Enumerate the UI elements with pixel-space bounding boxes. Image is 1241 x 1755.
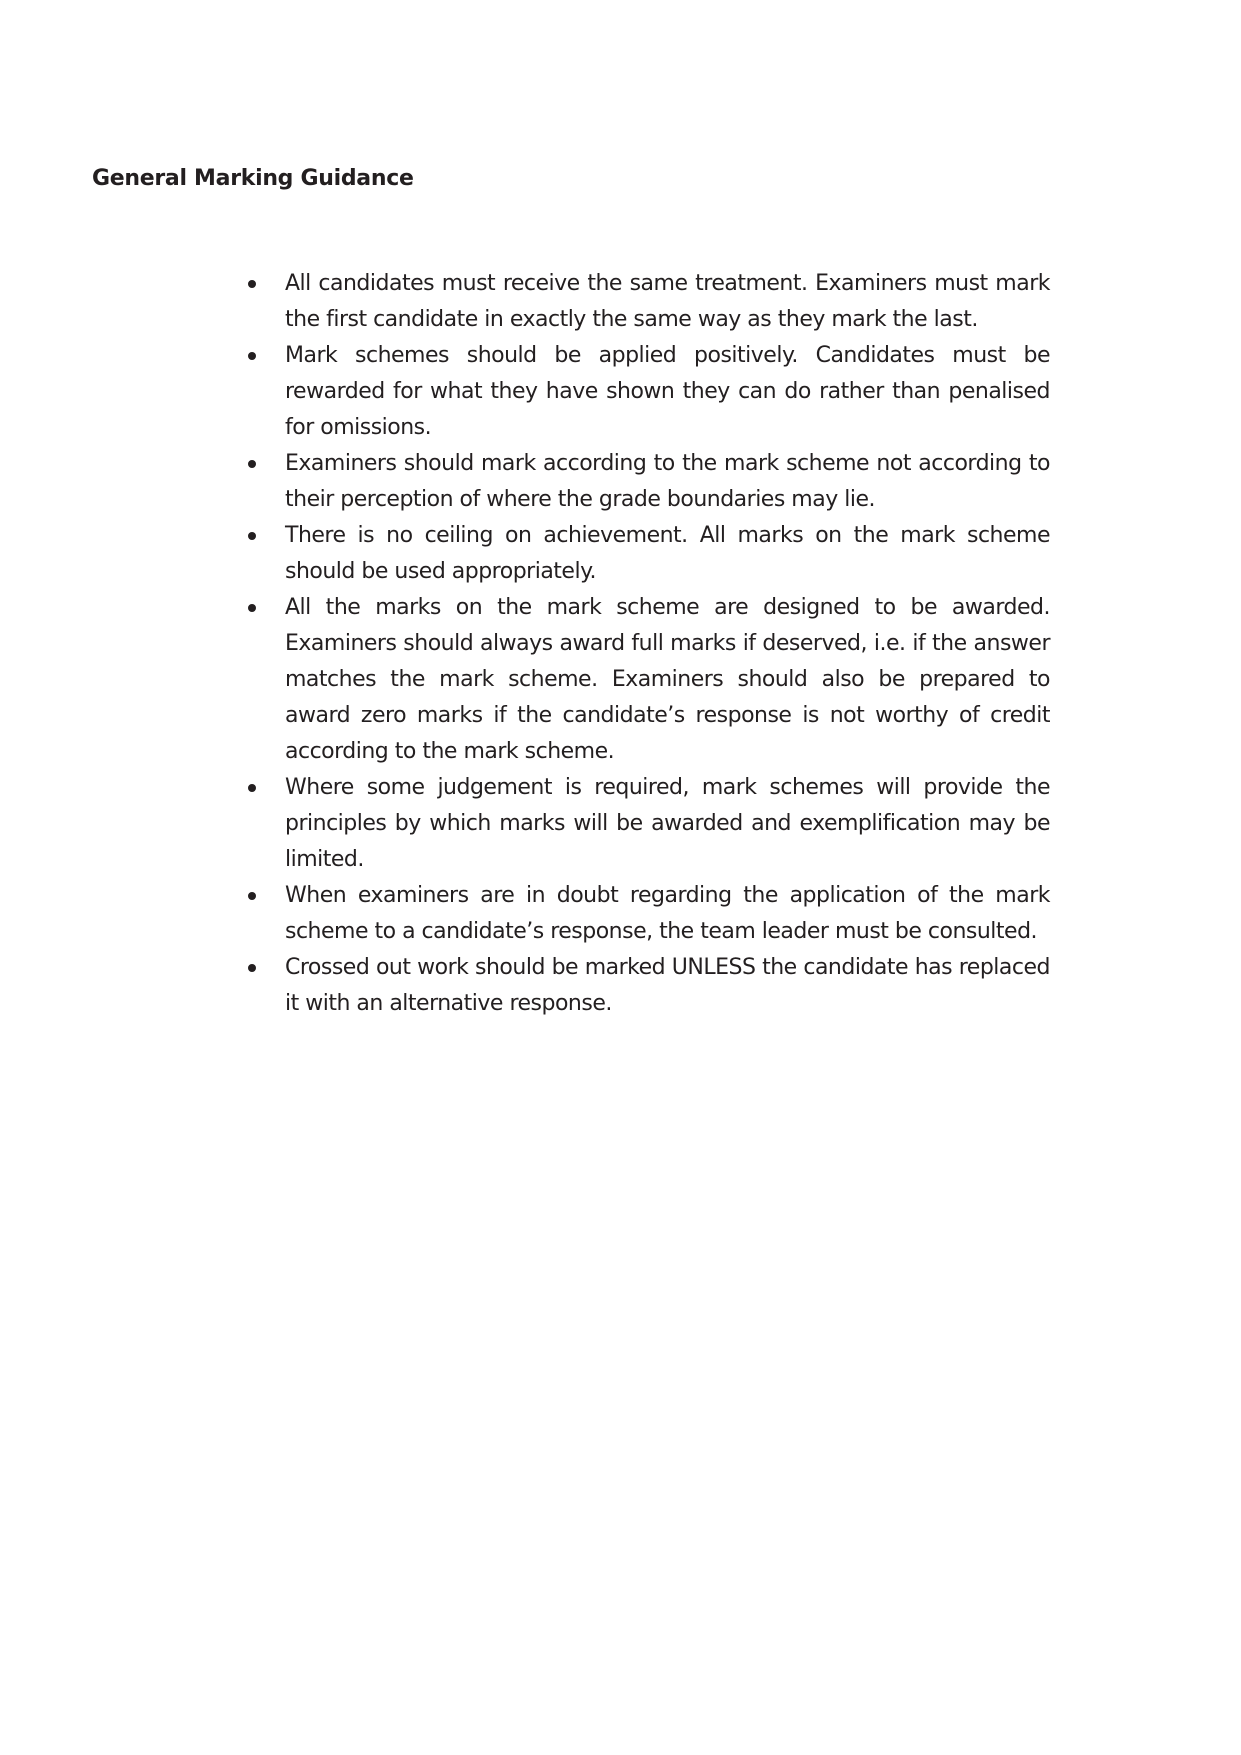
bullet-icon xyxy=(248,964,256,972)
list-item-text: All the marks on the mark scheme are designed to be awarded. Examiners should always award full marks if deserved, i.e. if the answer matches the mark scheme. Examiners should also be prepared to award zero marks if the candidate’s response is not worthy of credit according to the mark scheme. xyxy=(285,595,1050,764)
bullet-icon xyxy=(248,280,256,288)
list-item xyxy=(248,878,1050,950)
bullet-icon xyxy=(248,892,256,900)
bullet-icon xyxy=(248,604,256,612)
list-item xyxy=(248,590,1050,770)
bullet-icon xyxy=(248,352,256,360)
list-item-text: There is no ceiling on achievement. All marks on the mark scheme should be used appropriately. xyxy=(285,523,1050,584)
list-item-text: Mark schemes should be applied positively. Candidates must be rewarded for what they have shown they can do rather than penalised for omissions. xyxy=(285,343,1050,440)
list-item xyxy=(248,338,1050,446)
list-item-text: Crossed out work should be marked UNLESS the candidate has replaced it with an alternative response. xyxy=(285,955,1050,1016)
list-item xyxy=(248,950,1050,1022)
page-title: General Marking Guidance xyxy=(92,166,414,191)
list-item xyxy=(248,446,1050,518)
list-item xyxy=(248,770,1050,878)
list-item-text: Examiners should mark according to the mark scheme not according to their perception of where the grade boundaries may lie. xyxy=(285,451,1050,512)
guidance-list xyxy=(248,266,1050,1022)
list-item-text: Where some judgement is required, mark schemes will provide the principles by which marks will be awarded and exemplification may be limited. xyxy=(285,775,1050,872)
list-item xyxy=(248,266,1050,338)
bullet-icon xyxy=(248,460,256,468)
bullet-icon xyxy=(248,784,256,792)
list-item xyxy=(248,518,1050,590)
list-item-text: All candidates must receive the same treatment. Examiners must mark the first candidate in exactly the same way as they mark the last. xyxy=(285,271,1050,332)
list-item-text: When examiners are in doubt regarding the application of the mark scheme to a candidate’s response, the team leader must be consulted. xyxy=(285,883,1050,944)
bullet-icon xyxy=(248,532,256,540)
